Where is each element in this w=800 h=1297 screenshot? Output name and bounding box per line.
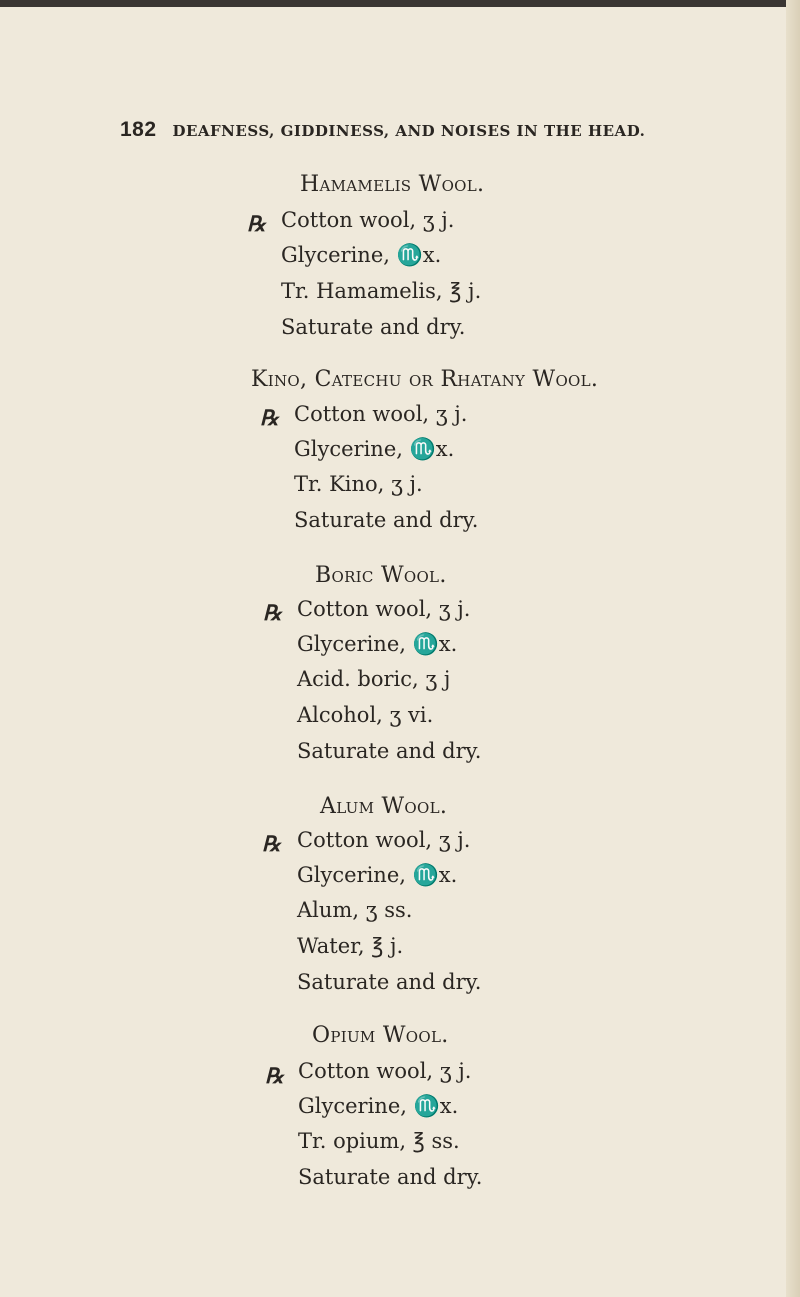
recipe-line: Saturate and dry.	[294, 508, 479, 532]
recipe-line: Cotton wool, ʒ j.	[281, 208, 455, 232]
recipe-title: Kino, Catechu or Rhatany Wool.	[251, 367, 599, 392]
recipe-line: Alcohol, ʒ vi.	[297, 703, 434, 727]
recipe-line: Saturate and dry.	[297, 739, 482, 763]
recipe-line: Cotton wool, ʒ j.	[298, 1059, 472, 1083]
rx-symbol: ℞	[260, 405, 279, 430]
page-right-edge	[786, 0, 800, 1297]
recipe-line: Cotton wool, ʒ j.	[297, 828, 471, 852]
recipe-line: Glycerine, ♏x.	[298, 1094, 459, 1118]
recipe-line: Glycerine, ♏x.	[297, 863, 458, 887]
rx-symbol: ℞	[263, 600, 282, 625]
recipe-title: Hamamelis Wool.	[300, 172, 485, 197]
recipe-line: Glycerine, ♏x.	[281, 243, 442, 267]
recipe-line: Glycerine, ♏x.	[297, 632, 458, 656]
running-header	[120, 118, 740, 142]
recipe-line: Tr. Kino, ʒ j.	[294, 472, 423, 496]
recipe-line: Cotton wool, ʒ j.	[297, 597, 471, 621]
recipe-line: Saturate and dry.	[297, 970, 482, 994]
running-title: DEAFNESS, GIDDINESS, AND NOISES IN THE HEAD.	[172, 122, 646, 140]
recipe-line: Tr. opium, ℥ ss.	[298, 1129, 460, 1153]
recipe-title: Boric Wool.	[315, 563, 447, 588]
rx-symbol: ℞	[262, 831, 281, 856]
recipe-line: Saturate and dry.	[281, 315, 466, 339]
recipe-title: Opium Wool.	[312, 1023, 449, 1048]
recipe-line: Alum, ʒ ss.	[297, 898, 413, 922]
recipe-title: Alum Wool.	[320, 794, 448, 819]
page-number: 182	[120, 118, 157, 141]
recipe-line: Glycerine, ♏x.	[294, 437, 455, 461]
recipe-line: Saturate and dry.	[298, 1165, 483, 1189]
recipe-line: Water, ℥ j.	[297, 934, 404, 958]
rx-symbol: ℞	[247, 211, 266, 236]
page-top-edge	[0, 0, 800, 7]
recipe-line: Acid. boric, ʒ j	[297, 667, 451, 691]
recipe-line: Tr. Hamamelis, ℥ j.	[281, 279, 482, 303]
rx-symbol: ℞	[265, 1063, 284, 1088]
recipe-line: Cotton wool, ʒ j.	[294, 402, 468, 426]
